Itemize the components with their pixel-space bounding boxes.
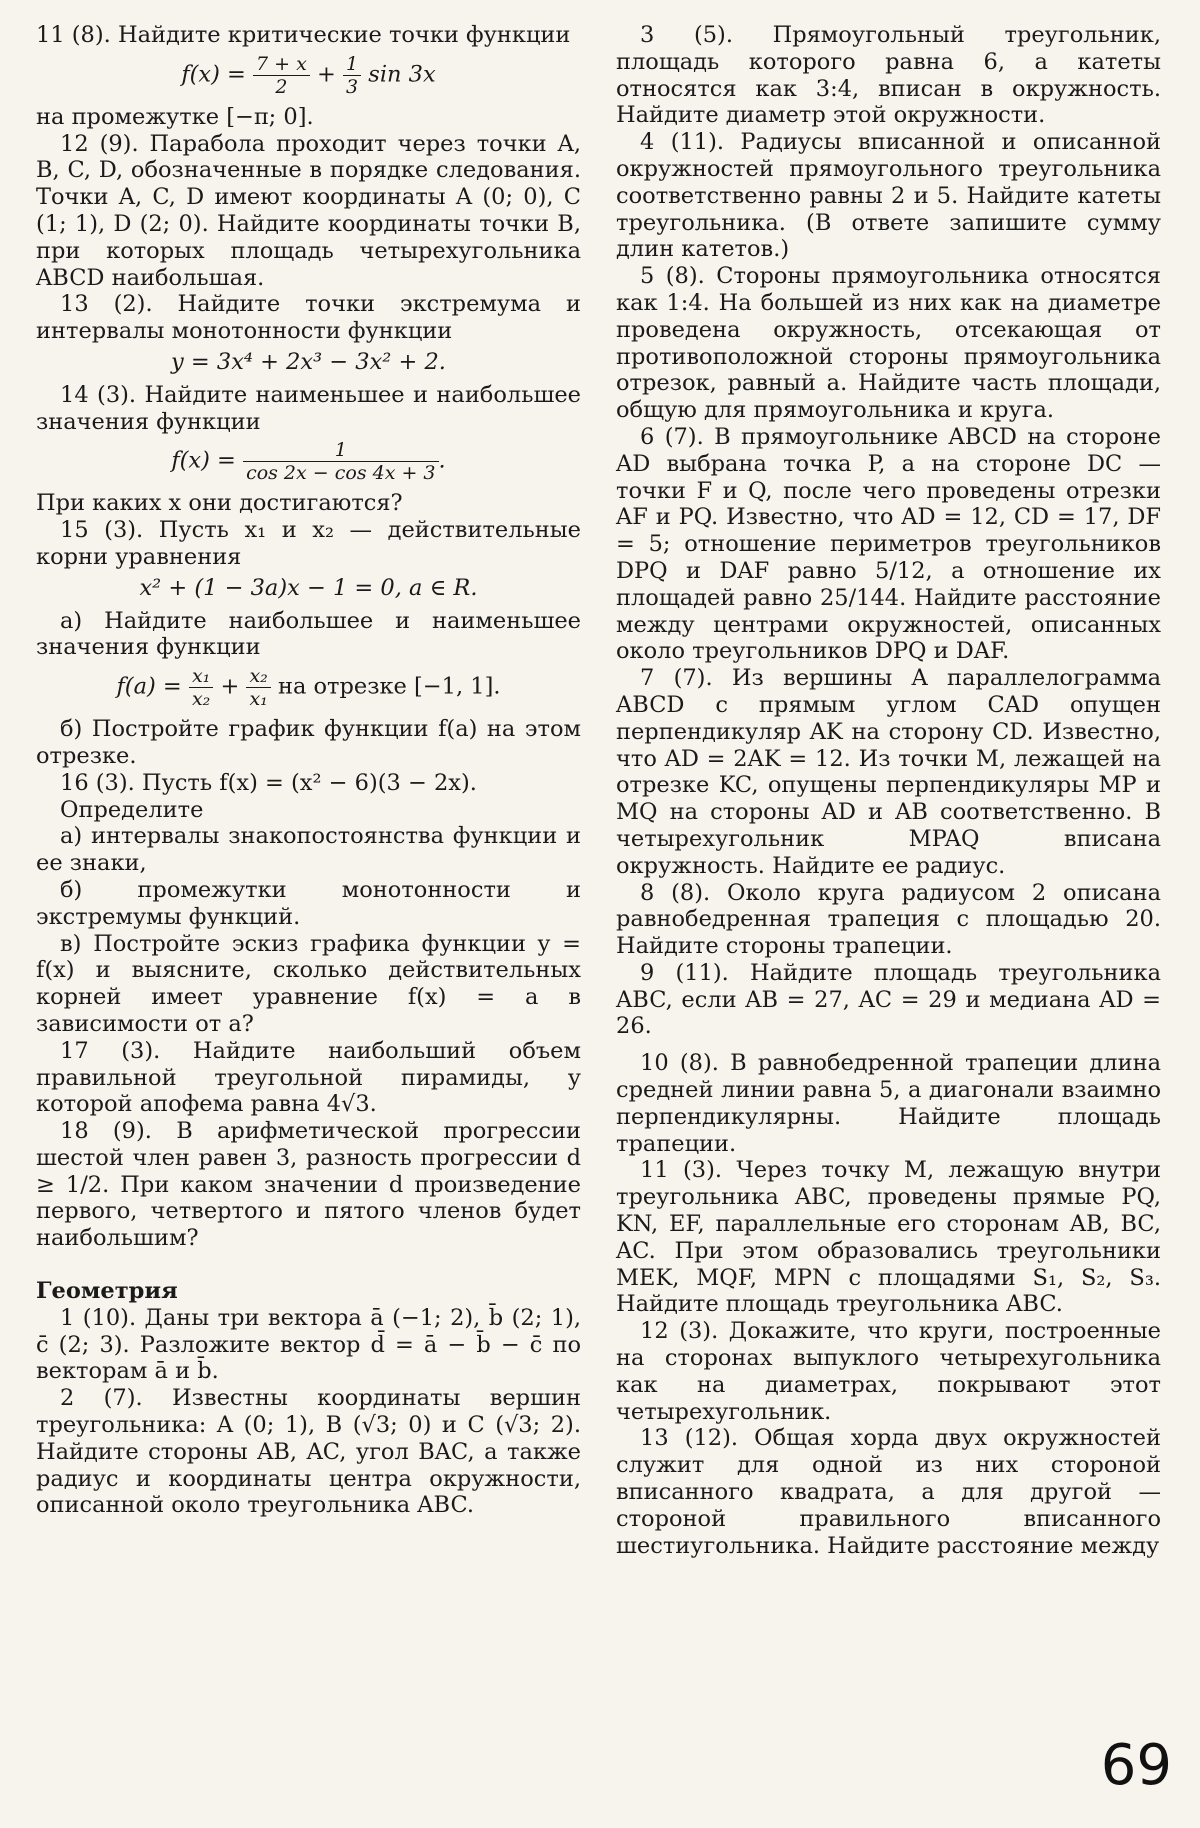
problem-11: 11 (8). Найдите критические точки функции	[36, 22, 571, 48]
formula-f3: y = 3x⁴ + 2x³ − 3x² + 2.	[171, 348, 446, 375]
problem-18: 18 (9). В арифметической прогрессии шестой член равен 3, разность прогрессии d ≥ 1/2. При каком значении d произведение первого, четвертого и пятого членов будет наибольшим?	[36, 1118, 581, 1252]
formula-f5: x² + (1 − 3a)x − 1 = 0, a ∈ R.	[139, 574, 478, 601]
problem-15: 15 (3). Пусть x₁ и x₂ — действительные корни уравнения	[36, 517, 581, 570]
problem-16-intro: Определите	[60, 796, 204, 823]
problem-15b: б) Постройте график функции f(a) на этом отрезке.	[36, 716, 581, 769]
geometry-problem-9: 9 (11). Найдите площадь треугольника ABC, если AB = 27, AC = 29 и медиана AD = 26.	[616, 959, 1161, 1040]
geometry-problem-12: 12 (3). Докажите, что круги, построенные на сторонах выпуклого четырехугольника как на диаметрах, покрывают этот четырехугольник.	[616, 1318, 1161, 1425]
formula-f5b: f(a) = $\frac{\text{x₁}}{\text{x₂}}$ + $\frac{\text{x₂}}{\text{x₁}}$ на отрезке [−1, 1].	[116, 665, 501, 711]
geometry-problem-4: 4 (11). Радиусы вписанной и описанной окружностей прямоугольного треугольника соответственно равны 2 и 5. Найдите катеты треугольника. (В ответе запишите сумму длин катетов.)	[616, 129, 1161, 263]
problem-13: 13 (2). Найдите точки экстремума и интервалы монотонности функции	[36, 291, 581, 345]
problem-14: 14 (3). Найдите наименьшее и наибольшее значения функции	[36, 381, 581, 435]
formula-f4: f(x) = $\frac{1}{\cos 2x - \cos 4x + 3}$ .	[171, 439, 446, 485]
right-column	[616, 22, 1161, 1559]
geometry-problem-11: 11 (3). Через точку M, лежащую внутри треугольника ABC, проведены прямые PQ, KN, EF, параллельные его сторонам AB, BC, AC. При этом образовались треугольники MEK, MQF, MPN с площадями S₁, S₂, S₃. Найдите площадь треугольника ABC.	[616, 1157, 1161, 1318]
geometry-problem-5: 5 (8). Стороны прямоугольника относятся как 1:4. На большей из них как на диаметре проведена окружность, отсекающая от противоположной стороны прямоугольника отрезок, равный a. Найдите часть площади, общую для прямоугольника и круга.	[616, 263, 1161, 424]
geometry-problem-3: 3 (5). Прямоугольный треугольник, площадь которого равна 6, а катеты относятся как 3:4, вписан в окружность. Найдите диаметр этой окружности.	[616, 22, 1161, 129]
geometry-problem-8: 8 (8). Около круга радиусом 2 описана равнобедренная трапеция с площадью 20. Найдите стороны трапеции.	[616, 879, 1161, 960]
geometry-problem-2: 2 (7). Известны координаты вершин треугольника: A (0; 1), B (√3; 0) и C (√3; 2). Найдите стороны AB, AC, угол BAC, а также радиус и координаты центра окружности, описанной около треугольника ABC.	[36, 1385, 581, 1519]
geometry-problem-6: 6 (7). В прямоугольнике ABCD на стороне AD выбрана точка P, а на стороне DC — точки F и Q, после чего проведены отрезки AF и PQ. Известно, что AD = 12, CD = 17, DF = 5; отношение периметров треугольников DPQ и DAF равно 5/12, а отношение их площадей равно 25/144. Найдите расстояние между центрами окружностей, описанных около треугольников DPQ и DAF.	[616, 423, 1161, 665]
geometry-problem-13: 13 (12). Общая хорда двух окружностей служит для одной из них стороной вписанного квадрата, а для другой — стороной правильного вписанного шестиугольника. Найдите расстояние между	[616, 1425, 1161, 1559]
geometry-problem-10: 10 (8). В равнобедренной трапеции длина средней линии равна 5, а диагонали взаимно перпендикулярны. Найдите площадь трапеции.	[616, 1050, 1161, 1157]
problem-16c: в) Постройте эскиз графика функции y = f(x) и выясните, сколько действительных корней имеет уравнение f(x) = a в зависимости от a?	[36, 930, 581, 1037]
problem-11-interval: на промежутке [−π; 0].	[36, 103, 314, 130]
problem-16: 16 (3). Пусть f(x) = (x² − 6)(3 − 2x).	[60, 769, 477, 796]
geometry-problem-7: 7 (7). Из вершины A параллелограмма ABCD с прямым углом CAD опущен перпендикуляр AK на сторону CD. Известно, что AD = 2AK = 12. Из точки M, лежащей на отрезке KC, опущены перпендикуляры MP и MQ на стороны AD и AB соответственно. В четырехугольник MPAQ вписана окружность. Найдите ее радиус.	[616, 665, 1161, 879]
problem-17: 17 (3). Найдите наибольший объем правильной треугольной пирамиды, у которой апофема равна 4√3.	[36, 1037, 581, 1118]
page-number: 69	[1100, 1733, 1172, 1798]
problem-15a: а) Найдите наибольшее и наименьшее значения функции	[36, 607, 581, 661]
left-column	[36, 22, 581, 1519]
problem-16b: б) промежутки монотонности и экстремумы функций.	[36, 876, 581, 930]
problem-14-question: При каких x они достигаются?	[36, 490, 403, 517]
geometry-problem-1: 1 (10). Даны три вектора ā (−1; 2), b̄ (2; 1), c̄ (2; 3). Разложите вектор d̄ = ā − b̄ − c̄ по векторам ā и b̄.	[36, 1304, 581, 1385]
section-title-geometry: Геометрия	[36, 1278, 178, 1305]
problem-16a: а) интервалы знакопостоянства функции и ее знаки,	[36, 823, 581, 877]
problem-12: 12 (9). Парабола проходит через точки A, B, C, D, обозначенные в порядке следования. Точки A, C, D имеют координаты A (0; 0), C (1; 1), D (2; 0). Найдите координаты точки B, при которых площадь четырехугольника ABCD наибольшая.	[36, 130, 581, 291]
formula-f1: f(x) = $\frac{7 + x}{2}$ + $\frac{1}{3}$ sin 3x	[181, 52, 436, 98]
